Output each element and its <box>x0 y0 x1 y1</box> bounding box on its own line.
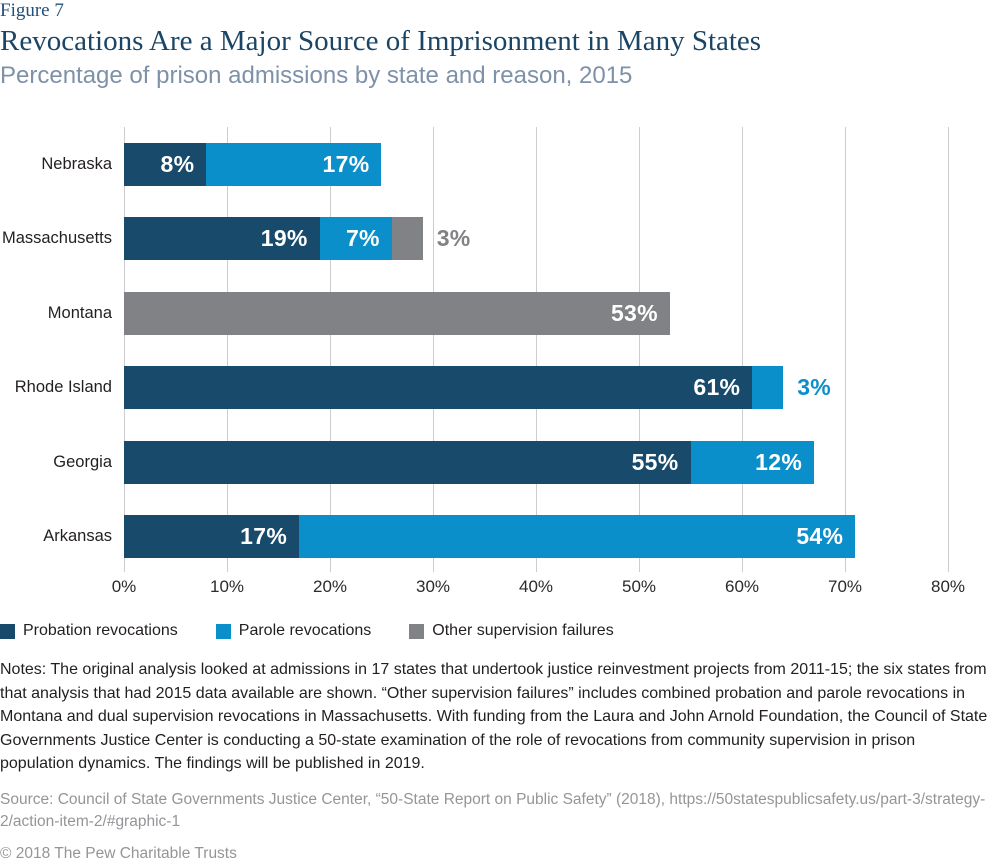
bar-segment <box>691 441 815 484</box>
segment-value-label: 54% <box>796 523 844 549</box>
gridline <box>948 127 949 572</box>
bar-segment <box>124 292 670 335</box>
figure-label: Figure 7 <box>0 0 64 21</box>
x-tick-label: 80% <box>930 577 966 596</box>
x-tick-label: 40% <box>518 577 554 596</box>
outside-value-label: 3% <box>797 374 832 401</box>
source-text: Source: Council of State Governments Justice Center, “50-State Report on Public Safety” (2018), https://50statespublicsafety.us/part-3/strategy-2/action-item-2/#graphic-1 <box>0 791 986 830</box>
gridline <box>742 127 743 572</box>
segment-value-label: 7% <box>345 225 380 252</box>
page-title: Revocations Are a Major Source of Imprisonment in Many States <box>0 25 762 57</box>
bar-segment <box>124 515 299 558</box>
chart-subtitle: Percentage of prison admissions by state and reason, 2015 <box>0 62 633 89</box>
bar-row <box>0 515 990 558</box>
category-label: Massachusetts <box>1 229 112 248</box>
x-axis <box>111 577 966 599</box>
gridline <box>227 127 228 572</box>
bar-segment <box>124 366 752 409</box>
gridline <box>845 127 846 572</box>
bar-row <box>0 217 990 260</box>
x-tick-label: 70% <box>827 577 863 596</box>
bar-row <box>0 366 990 409</box>
bar-segment <box>320 217 392 260</box>
legend-swatch <box>409 624 424 639</box>
legend-swatch <box>0 624 15 639</box>
bar-row <box>0 143 990 186</box>
bar-segment <box>206 143 381 186</box>
gridline <box>433 127 434 572</box>
gridline <box>639 127 640 572</box>
copyright-text: © 2018 The Pew Charitable Trusts <box>0 845 237 862</box>
bar-segment <box>124 217 320 260</box>
bar-row <box>0 292 990 335</box>
notes-text: Notes: The original analysis looked at admissions in 17 states that undertook justice reinvestment projects from 2011-15; the six states from that analysis that had 2015 data available are shown. “Other supervision failures” includes combined probation and parole revocations in Montana and dual supervision revocations in Massachusetts. With funding from the Laura and John Arnold Foundation, the Council of State Governments Justice Center is conducting a 50-state examination of the role of revocations from community supervision in prison population dynamics. The findings will be published in 2019. <box>0 661 988 772</box>
bar-track <box>124 515 948 558</box>
legend-label: Other supervision failures <box>432 622 614 639</box>
x-tick-label: 60% <box>724 577 760 596</box>
legend-item <box>216 622 372 640</box>
bar-segment <box>752 366 783 409</box>
bar-track <box>124 217 948 260</box>
bar-track <box>124 366 948 409</box>
legend-label: Parole revocations <box>238 622 372 639</box>
legend-item <box>0 622 178 640</box>
bar-segment <box>299 515 855 558</box>
segment-value-label: 19% <box>260 225 308 252</box>
bar-row <box>0 441 990 484</box>
segment-value-label: 55% <box>631 448 679 475</box>
x-tick-label: 20% <box>312 577 348 596</box>
category-label: Arkansas <box>43 527 112 545</box>
legend <box>0 622 614 640</box>
gridline <box>536 127 537 572</box>
legend-item <box>409 622 613 640</box>
segment-value-label: 17% <box>240 523 288 549</box>
x-tick-label: 10% <box>209 577 245 596</box>
segment-value-label: 61% <box>693 374 741 401</box>
bar-segment <box>392 217 423 260</box>
bar-segment <box>124 143 206 186</box>
segment-value-label: 53% <box>610 299 658 326</box>
bar-track <box>124 143 948 186</box>
outside-value-label: 3% <box>436 225 471 252</box>
segment-value-label: 12% <box>755 448 803 475</box>
category-label: Nebraska <box>41 155 112 173</box>
gridline <box>124 127 125 572</box>
gridline-layer <box>124 127 948 572</box>
x-tick-label: 0% <box>111 577 137 596</box>
gridline <box>330 127 331 572</box>
bar-segment <box>124 441 691 484</box>
legend-swatch <box>216 624 231 639</box>
legend-label: Probation revocations <box>23 622 178 639</box>
category-label: Montana <box>47 303 112 322</box>
segment-value-label: 17% <box>322 151 370 177</box>
x-tick-label: 30% <box>415 577 451 596</box>
segment-value-label: 8% <box>160 151 195 177</box>
bar-track <box>124 441 948 484</box>
x-tick-label: 50% <box>621 577 657 596</box>
category-label: Rhode Island <box>14 378 112 397</box>
bar-track <box>124 292 948 335</box>
category-label: Georgia <box>53 452 112 471</box>
